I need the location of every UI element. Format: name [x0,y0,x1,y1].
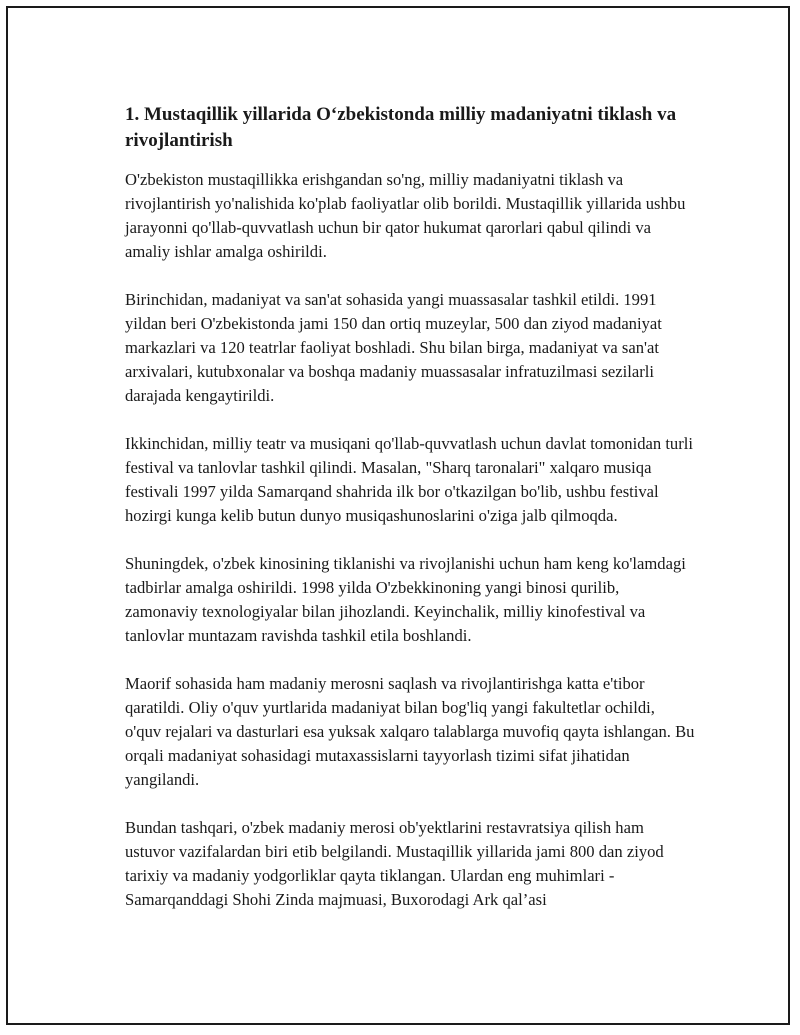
paragraph-institutions: Birinchidan, madaniyat va san'at sohasida yangi muassasalar tashkil etildi. 1991 yildan beri O'zbekistonda jami 150 dan ortiq muzeylar, 500 dan ziyod madaniyat markazlari va 120 teatrlar faoliyat boshladi. Shu bilan birga, madaniyat va san'at arxivalari, kutubxonalar va boshqa madaniy muassasalar infratuzilmasi sezilarli darajada kengaytirildi. [125,290,662,405]
paragraph-restoration: Bundan tashqari, o'zbek madaniy merosi ob'yektlarini restavratsiya qilish ham ustuvor vazifalardan biri etib belgilandi. Mustaqillik yillarida jami 800 dan ziyod tarixiy va madaniy yodgorliklar qayta tiklangan. Ulardan eng muhimlari - Samarqanddagi Shohi Zinda majmuasi, Buxorodagi Ark qal’asi [125,818,664,909]
paragraph-theatre-music: Ikkinchidan, milliy teatr va musiqani qo'llab-quvvatlash uchun davlat tomonidan turli festival va tanlovlar tashkil qilindi. Masalan, "Sharq taronalari" xalqaro musiqa festivali 1997 yilda Samarqand shahrida ilk bor o'tkazilgan bo'lib, ushbu festival hozirgi kunga kelib butun dunyo musiqashunoslarini o'ziga jalb qilmoqda. [125,434,693,525]
document-body [125,102,695,936]
paragraph-cinema: Shuningdek, o'zbek kinosining tiklanishi va rivojlanishi uchun ham keng ko'lamdagi tadbirlar amalga oshirildi. 1998 yilda O'zbekkinoning yangi binosi qurilib, zamonaviy texnologiyalar bilan jihozlandi. Keyinchalik, milliy kinofestival va tanlovlar muntazam ravishda tashkil etila boshlandi. [125,554,686,645]
page-frame [6,6,790,1025]
paragraph-intro: O'zbekiston mustaqillikka erishgandan so'ng, milliy madaniyatni tiklash va rivojlantirish yo'nalishida ko'plab faoliyatlar olib borildi. Mustaqillik yillarida ushbu jarayonni qo'llab-quvvatlash uchun bir qator hukumat qarorlari qabul qilindi va amaliy ishlar amalga oshirildi. [125,170,686,261]
document-title: 1. Mustaqillik yillarida O‘zbekistonda milliy madaniyatni tiklash va rivojlantirish [125,104,677,151]
paragraph-education: Maorif sohasida ham madaniy merosni saqlash va rivojlantirishga katta e'tibor qaratildi. Oliy o'quv yurtlarida madaniyat bilan bog'liq yangi fakultetlar ochildi, o'quv rejalari va dasturlari esa yuksak xalqaro talablarga muvofiq qayta ishlangan. Bu orqali madaniyat sohasidagi mutaxassislarni tayyorlash tizimi sifat jihatidan yangilandi. [125,674,695,789]
